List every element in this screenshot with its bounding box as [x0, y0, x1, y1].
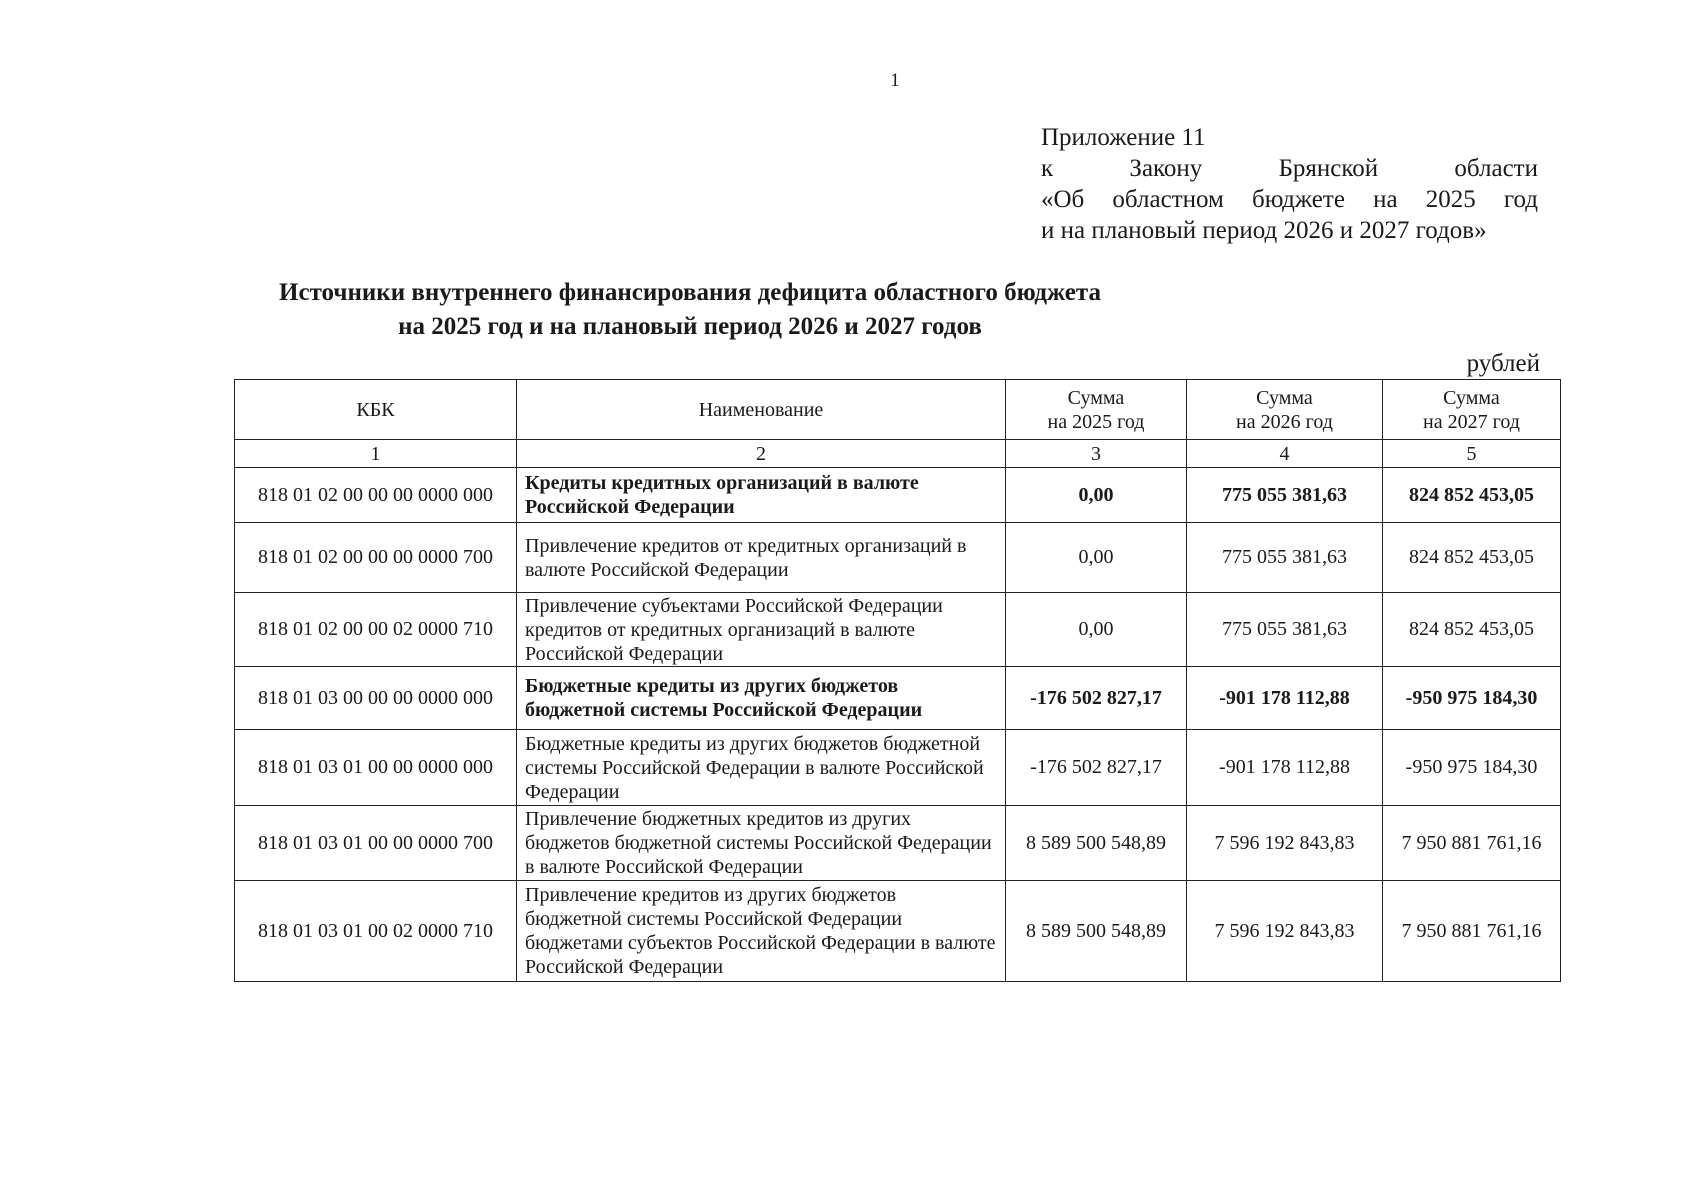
- sum-2027-cell: -950 975 184,30: [1383, 730, 1561, 806]
- table-row: [235, 806, 1561, 881]
- sum-2026-cell: 775 055 381,63: [1187, 593, 1383, 667]
- sum-2027-cell: -950 975 184,30: [1383, 667, 1561, 730]
- kbk-cell: 818 01 02 00 00 00 0000 700: [235, 523, 517, 593]
- sum-2027-cell: 824 852 453,05: [1383, 468, 1561, 523]
- sum-2026-cell: 775 055 381,63: [1187, 523, 1383, 593]
- header-sum-2025: [1006, 380, 1187, 440]
- table-row: [235, 593, 1561, 667]
- kbk-cell: 818 01 03 01 00 00 0000 000: [235, 730, 517, 806]
- sum-2025-cell: 0,00: [1006, 593, 1187, 667]
- unit-label: рублей: [1466, 350, 1540, 377]
- header-sum-2026: [1187, 380, 1383, 440]
- sum-2027-cell: 824 852 453,05: [1383, 523, 1561, 593]
- table-row: [235, 667, 1561, 730]
- kbk-cell: 818 01 03 01 00 02 0000 710: [235, 881, 517, 982]
- column-number-row: [235, 440, 1561, 468]
- table-row: [235, 881, 1561, 982]
- sum-2026-cell: -901 178 112,88: [1187, 667, 1383, 730]
- appendix-block: [1041, 122, 1538, 246]
- name-cell: Бюджетные кредиты из других бюджетов бюджетной системы Российской Федерации в валюте Российской Федерации: [517, 730, 1006, 806]
- sum-2027-cell: 824 852 453,05: [1383, 593, 1561, 667]
- name-cell: Бюджетные кредиты из других бюджетов бюджетной системы Российской Федерации: [517, 667, 1006, 730]
- sum-2025-cell: 8 589 500 548,89: [1006, 881, 1187, 982]
- header-sum-2027-line-2: на 2027 год: [1423, 410, 1520, 433]
- table-row: [235, 730, 1561, 806]
- kbk-cell: 818 01 02 00 00 02 0000 710: [235, 593, 517, 667]
- sum-2027-cell: 7 950 881 761,16: [1383, 806, 1561, 881]
- sum-2027-cell: 7 950 881 761,16: [1383, 881, 1561, 982]
- header-sum-2027-line-1: Сумма: [1443, 386, 1500, 409]
- name-cell: Привлечение кредитов из других бюджетов бюджетной системы Российской Федерации бюджетами субъектов Российской Федерации в валюте Российской Федерации: [517, 881, 1006, 982]
- document-title-line-2: на 2025 год и на плановый период 2026 и 2027 годов: [398, 313, 982, 340]
- header-sum-2025-line-2: на 2025 год: [1047, 410, 1145, 433]
- column-number: 2: [517, 440, 1006, 468]
- sum-2025-cell: -176 502 827,17: [1006, 667, 1187, 730]
- document-title-line-1: Источники внутреннего финансирования дефицита областного бюджета: [279, 279, 1101, 306]
- appendix-line-4: и на плановый период 2026 и 2027 годов»: [1041, 217, 1487, 244]
- sum-2025-cell: 8 589 500 548,89: [1006, 806, 1187, 881]
- appendix-line-2: к Закону Брянской области: [1041, 155, 1538, 182]
- appendix-line-1: Приложение 11: [1041, 124, 1206, 151]
- sum-2026-cell: 7 596 192 843,83: [1187, 881, 1383, 982]
- document-title: [0, 276, 1380, 344]
- sum-2026-cell: 7 596 192 843,83: [1187, 806, 1383, 881]
- name-cell: Кредиты кредитных организаций в валюте Российской Федерации: [517, 468, 1006, 523]
- header-sum-2027: [1383, 380, 1561, 440]
- kbk-cell: 818 01 02 00 00 00 0000 000: [235, 468, 517, 523]
- table-row: [235, 468, 1561, 523]
- appendix-line-3: «Об областном бюджете на 2025 год: [1041, 186, 1538, 213]
- header-sum-2025-line-1: Сумма: [1067, 386, 1125, 409]
- name-cell: Привлечение субъектами Российской Федерации кредитов от кредитных организаций в валюте Российской Федерации: [517, 593, 1006, 667]
- header-name: Наименование: [517, 380, 1006, 440]
- column-number: 1: [235, 440, 517, 468]
- column-number: 3: [1006, 440, 1187, 468]
- table-header-row: [235, 380, 1561, 440]
- column-number: 5: [1383, 440, 1561, 468]
- financing-sources-table: [234, 379, 1561, 982]
- sum-2025-cell: 0,00: [1006, 468, 1187, 523]
- header-sum-2026-line-1: Сумма: [1256, 386, 1313, 409]
- sum-2025-cell: 0,00: [1006, 523, 1187, 593]
- page-number: 1: [890, 70, 900, 91]
- table-row: [235, 523, 1561, 593]
- sum-2025-cell: -176 502 827,17: [1006, 730, 1187, 806]
- sum-2026-cell: -901 178 112,88: [1187, 730, 1383, 806]
- header-sum-2026-line-2: на 2026 год: [1236, 410, 1333, 433]
- sum-2026-cell: 775 055 381,63: [1187, 468, 1383, 523]
- name-cell: Привлечение бюджетных кредитов из других бюджетов бюджетной системы Российской Федерации в валюте Российской Федерации: [517, 806, 1006, 881]
- column-number: 4: [1187, 440, 1383, 468]
- kbk-cell: 818 01 03 00 00 00 0000 000: [235, 667, 517, 730]
- kbk-cell: 818 01 03 01 00 00 0000 700: [235, 806, 517, 881]
- name-cell: Привлечение кредитов от кредитных организаций в валюте Российской Федерации: [517, 523, 1006, 593]
- header-kbk: КБК: [235, 380, 517, 440]
